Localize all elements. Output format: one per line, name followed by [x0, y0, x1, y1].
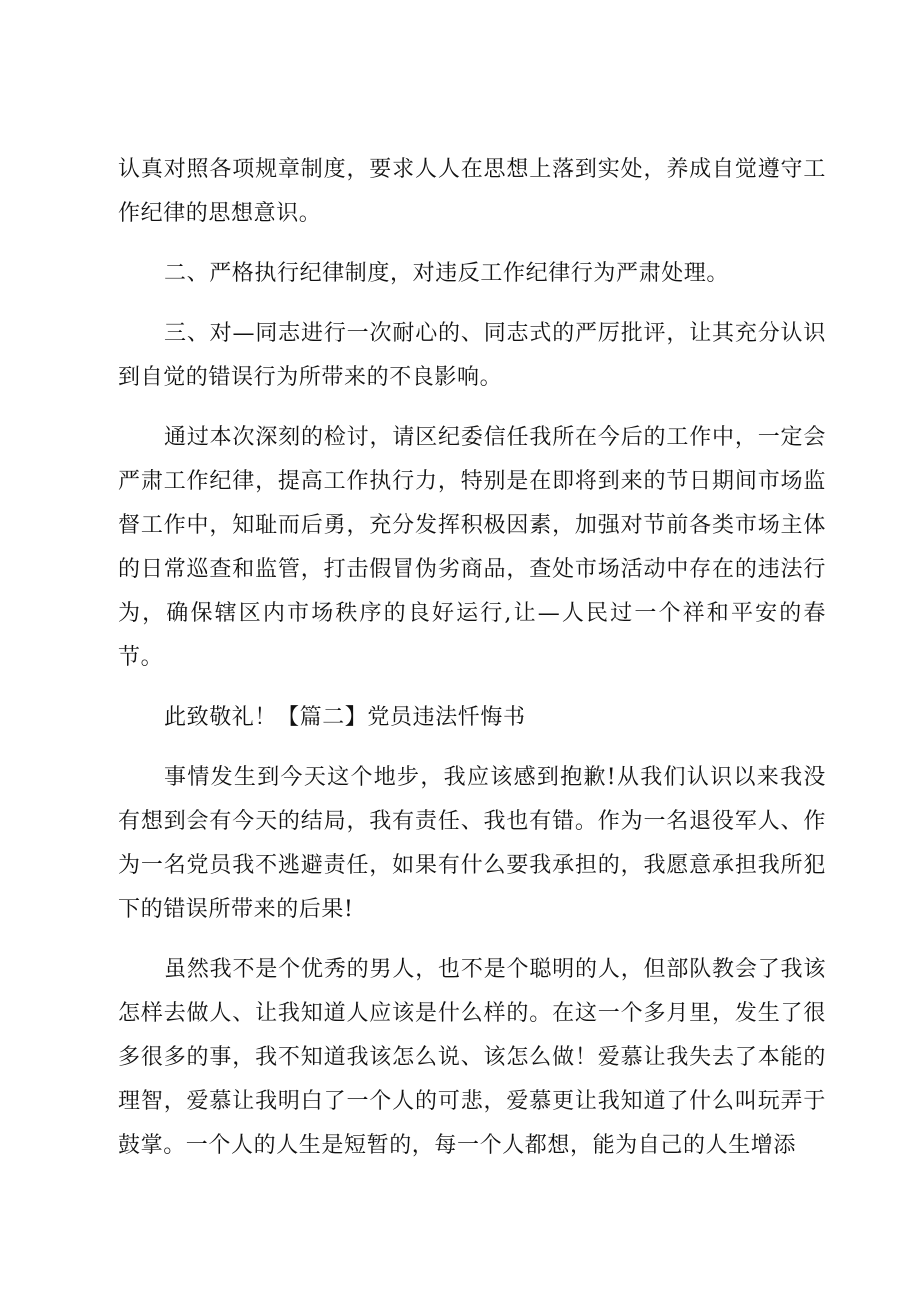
paragraph-5-heading: 此致敬礼！【篇二】党员违法忏悔书 — [164, 705, 526, 730]
paragraph-1: 认真对照各项规章制度，要求人人在思想上落到实处，养成自觉遵守工作纪律的思想意识。 — [118, 157, 826, 226]
paragraph-gap — [118, 400, 826, 416]
paragraph-gap — [118, 680, 826, 696]
paragraph-gap — [118, 740, 826, 756]
paragraph-gap — [118, 296, 826, 312]
paragraph-7: 虽然我不是个优秀的男人，也不是个聪明的人，但部队教会了我该怎样去做人、让我知道人应该是什么样的。在这一个多月里，发生了很多很多的事，我不知道我该怎么说、该怎么做！爱慕让我失去了本能的理智，爱慕让我明白了一个人的可悲，爱慕更让我知道了什么叫玩弄于鼓掌。一个人的人生是短暂的，每一个人都想，能为自己的人生增添 — [118, 957, 826, 1158]
paragraph-2: 二、严格执行纪律制度，对违反工作纪律行为严肃处理。 — [164, 261, 730, 286]
paragraph-3: 三、对—同志进行一次耐心的、同志式的严厉批评，让其充分认识到自觉的错误行为所带来的不良影响。 — [118, 321, 826, 390]
paragraph-6: 事情发生到今天这个地步，我应该感到抱歉!从我们认识以来我没有想到会有今天的结局，我有责任、我也有错。作为一名退役军人、作为一名党员我不逃避责任，如果有什么要我承担的，我愿意承担我所犯下的错误所带来的后果! — [118, 765, 826, 922]
paragraph-gap — [118, 932, 826, 948]
paragraph-gap — [118, 236, 826, 252]
paragraph-4: 通过本次深刻的检讨，请区纪委信任我所在今后的工作中，一定会严肃工作纪律，提高工作执行力，特别是在即将到来的节日期间市场监督工作中，知耻而后勇，充分发挥积极因素，加强对节前各类市场主体的日常巡查和监管，打击假冒伪劣商品，查处市场活动中存在的违法行为，确保辖区内市场秩序的良好运行,让—人民过一个祥和平安的春节。 — [118, 425, 826, 670]
document-body — [118, 148, 826, 1168]
